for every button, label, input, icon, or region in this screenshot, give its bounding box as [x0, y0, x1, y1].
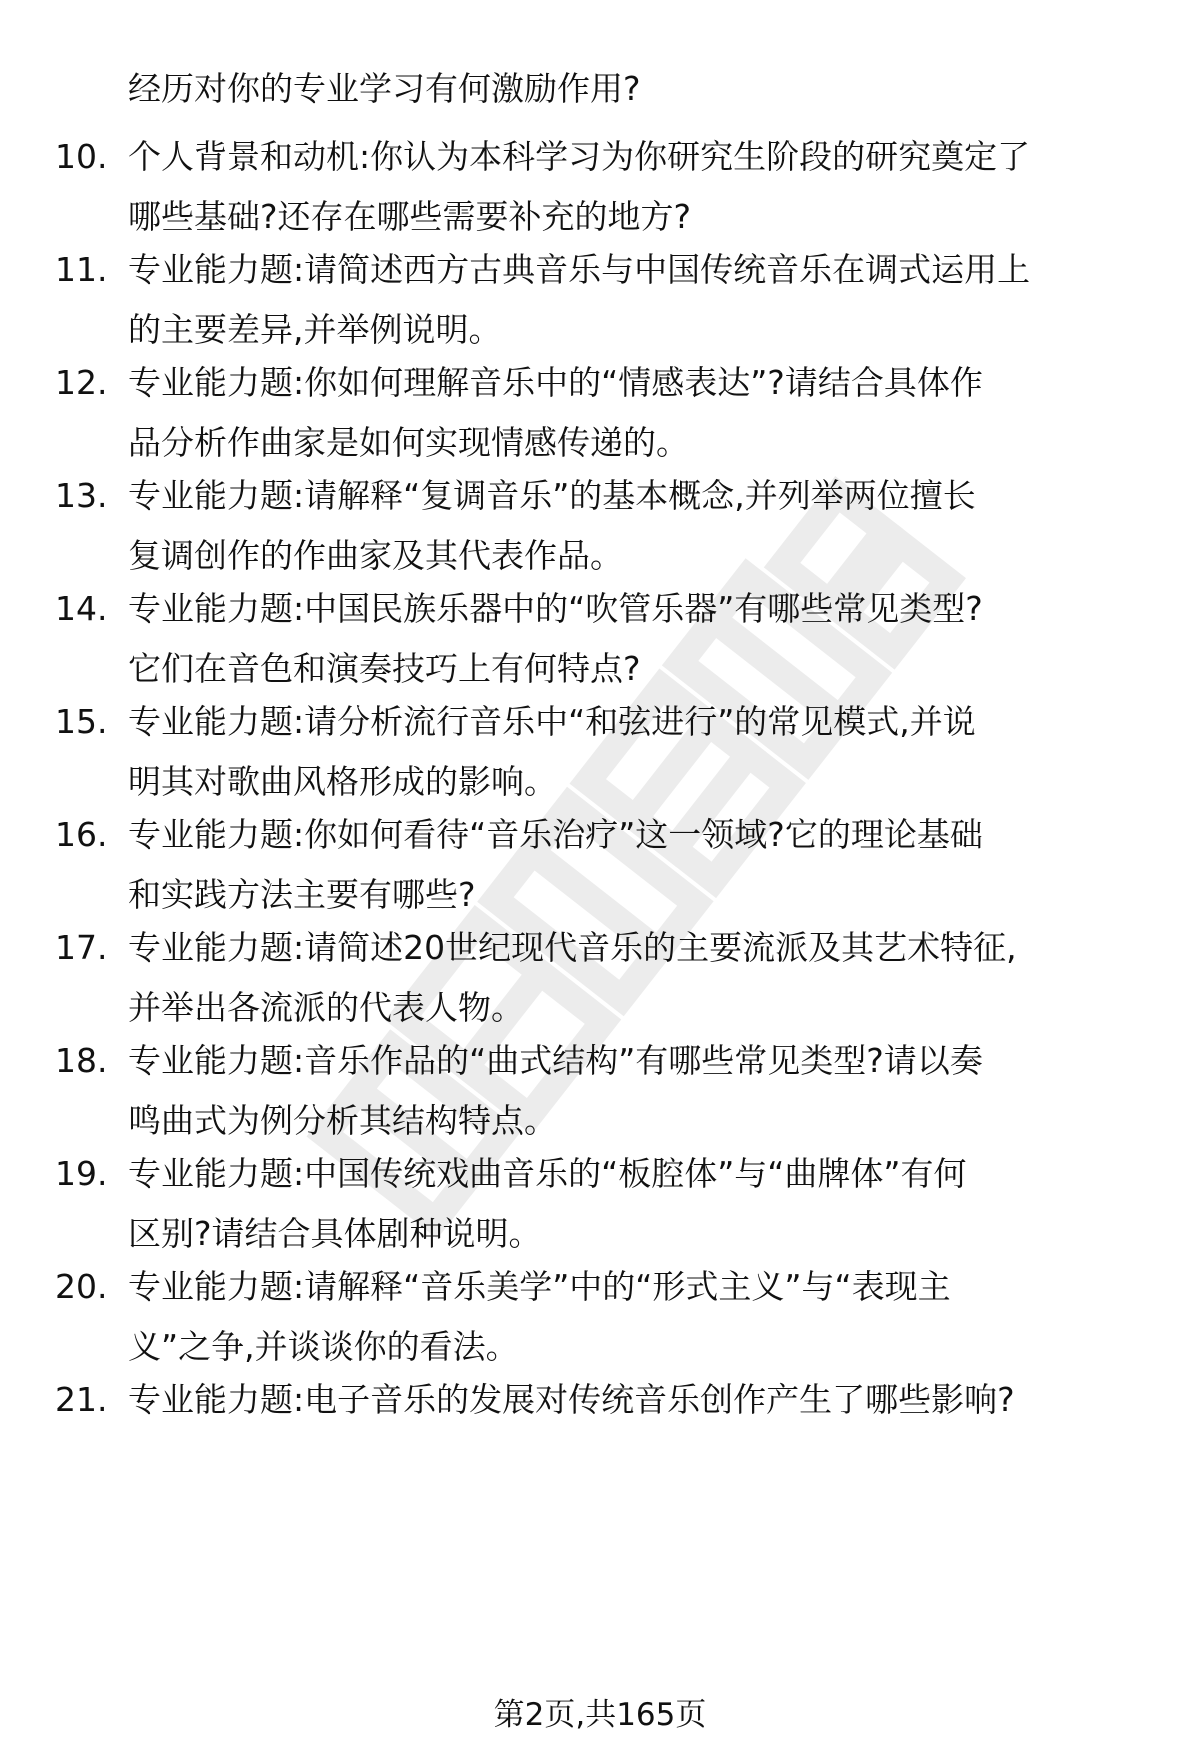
question-text-line: 鸣曲式为例分析其结构特点。: [128, 1101, 557, 1140]
question-number: 19.: [55, 1154, 108, 1193]
question-number: 21.: [55, 1380, 108, 1419]
question-text-line: 并举出各流派的代表人物。: [128, 988, 524, 1027]
question-text-line: 专业能力题:音乐作品的“曲式结构”有哪些常见类型?请以奏: [128, 1041, 983, 1080]
question-text-line: 专业能力题:请解释“复调音乐”的基本概念,并列举两位擅长: [128, 476, 976, 515]
question-text-line: 专业能力题:中国民族乐器中的“吹管乐器”有哪些常见类型?: [128, 589, 983, 628]
question-item: [0, 1260, 1200, 1380]
page-footer: 第2页,共165页: [493, 1697, 707, 1733]
question-item: [0, 1034, 1200, 1154]
question-text-line: 明其对歌曲风格形成的影响。: [128, 762, 557, 801]
question-item: [0, 921, 1200, 1041]
question-item: [0, 808, 1200, 928]
question-item: [0, 1147, 1200, 1267]
question-text-line: 专业能力题:请简述20世纪现代音乐的主要流派及其艺术特征,: [128, 928, 1017, 967]
question-number: 20.: [55, 1267, 108, 1306]
question-number: 15.: [55, 702, 108, 741]
question-text-line: 区别?请结合具体剧种说明。: [128, 1214, 542, 1253]
question-text-line: 复调创作的作曲家及其代表作品。: [128, 536, 623, 575]
question-number: 18.: [55, 1041, 108, 1080]
question-number: 10.: [55, 137, 108, 176]
question-text-line: 专业能力题:你如何理解音乐中的“情感表达”?请结合具体作: [128, 363, 983, 402]
question-text-line: 的主要差异,并举例说明。: [128, 310, 502, 349]
question-number: 13.: [55, 476, 108, 515]
question-item: [0, 582, 1200, 702]
question-item: [0, 243, 1200, 363]
question-text-line: 专业能力题:你如何看待“音乐治疗”这一领域?它的理论基础: [128, 815, 983, 854]
question-text-line: 哪些基础?还存在哪些需要补充的地方?: [128, 197, 692, 236]
question-number: 11.: [55, 250, 108, 289]
question-text-line: 专业能力题:请解释“音乐美学”中的“形式主义”与“表现主: [128, 1267, 951, 1306]
question-text-line: 专业能力题:中国传统戏曲音乐的“板腔体”与“曲牌体”有何: [128, 1154, 967, 1193]
question-text-line: 它们在音色和演奏技巧上有何特点?: [128, 649, 641, 688]
question-text-line: 和实践方法主要有哪些?: [128, 875, 476, 914]
question-number: 12.: [55, 363, 108, 402]
question-number: 17.: [55, 928, 108, 967]
question-text-line: 专业能力题:请分析流行音乐中“和弦进行”的常见模式,并说: [128, 702, 976, 741]
question-text-line: 专业能力题:请简述西方古典音乐与中国传统音乐在调式运用上: [128, 250, 1031, 289]
question-text-line: 个人背景和动机:你认为本科学习为你研究生阶段的研究奠定了: [128, 137, 1031, 176]
question-text-line: 义”之争,并谈谈你的看法。: [128, 1327, 519, 1366]
question-item: [0, 356, 1200, 476]
question-text-line: 品分析作曲家是如何实现情感传递的。: [128, 423, 689, 462]
question-number: 14.: [55, 589, 108, 628]
question-number: 16.: [55, 815, 108, 854]
continuation-line: 经历对你的专业学习有何激励作用?: [128, 69, 641, 108]
question-item: [0, 695, 1200, 815]
question-text-line: 专业能力题:电子音乐的发展对传统音乐创作产生了哪些影响?: [128, 1380, 1015, 1419]
question-item: [0, 469, 1200, 589]
question-item: [0, 1373, 1200, 1493]
question-item: [0, 130, 1200, 250]
